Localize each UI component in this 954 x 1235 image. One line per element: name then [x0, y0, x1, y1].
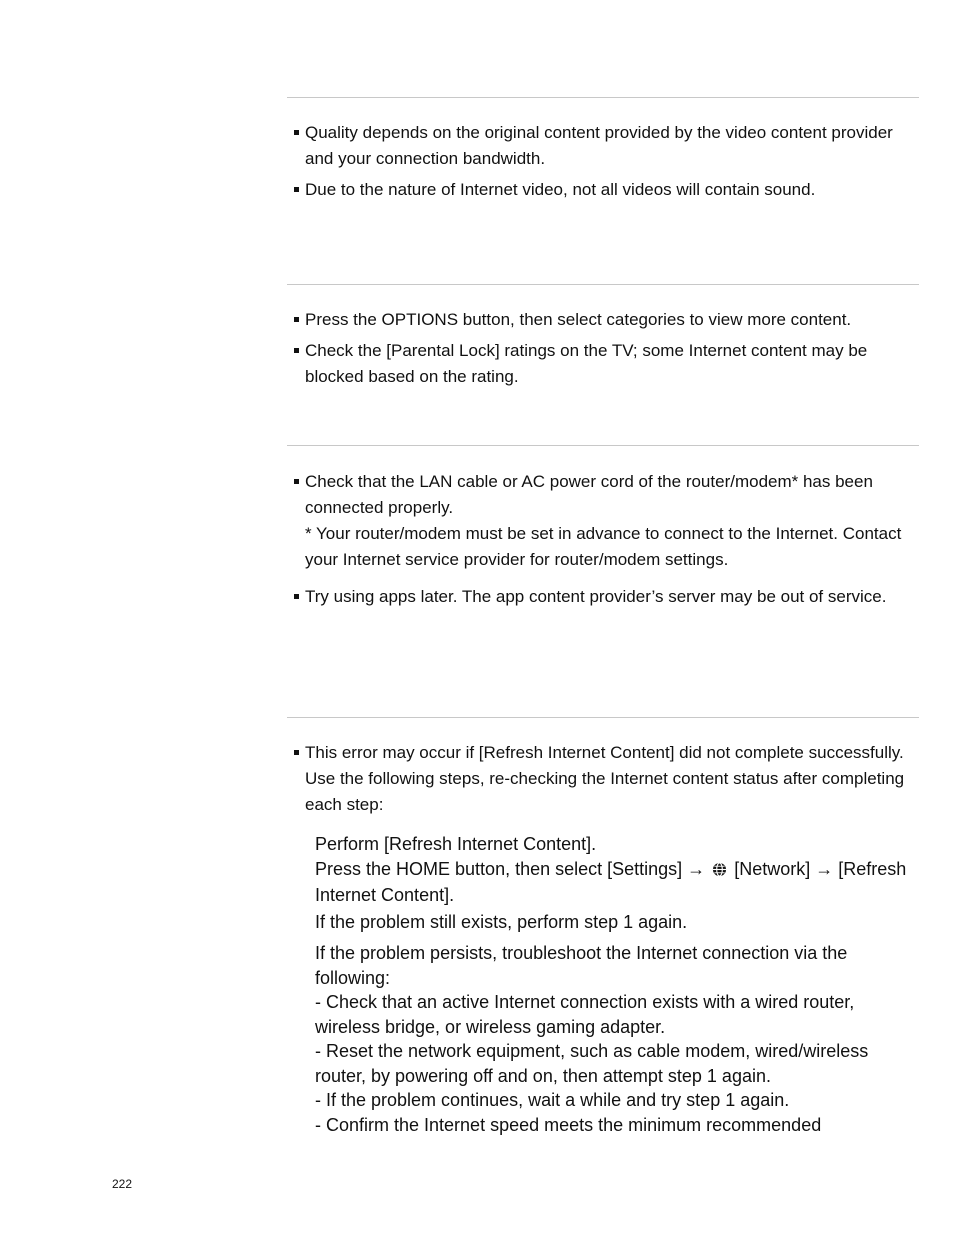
bullet-text: This error may occur if [Refresh Internet Content] did not complete successfully. Use the following steps, re-checking the Internet content status after completing each step: — [305, 743, 905, 814]
step-1-title: Perform [Refresh Internet Content]. — [315, 834, 597, 854]
step-1-path-end: [Network] → [Refresh Internet Content]. — [315, 858, 907, 905]
bullet-options — [294, 307, 919, 333]
router-note: * Your router/modem must be set in advance to connect to the Internet. Contact your Internet service provider for router/modem settings. — [305, 524, 902, 569]
step-2-text: If the problem still exists, perform step 1 again. — [315, 912, 688, 932]
step-3-item: - Confirm the Internet speed meets the minimum recommended — [315, 1114, 822, 1135]
step-2 — [315, 910, 919, 935]
bullet-try-later — [294, 584, 919, 610]
bullet-text: Check that the LAN cable or AC power cord of the router/modem* has been connected properly. — [305, 472, 873, 517]
bullet-text: Due to the nature of Internet video, not all videos will contain sound. — [305, 180, 816, 199]
bullet-icon — [294, 750, 299, 755]
bullet-text: Press the OPTIONS button, then select categories to view more content. — [305, 310, 852, 329]
bullet-refresh-error — [294, 740, 919, 818]
bullet-text: Quality depends on the original content provided by the video content provider and your connection bandwidth. — [305, 123, 893, 168]
step-3 — [315, 941, 919, 1137]
step-1-path — [315, 857, 919, 908]
globe-icon — [712, 859, 727, 884]
step-3-intro: If the problem persists, troubleshoot the Internet connection via the following: — [315, 943, 848, 988]
bullet-sound — [294, 177, 919, 203]
step-1 — [315, 832, 919, 908]
bullet-icon — [294, 187, 299, 192]
bullet-icon — [294, 348, 299, 353]
section-divider-1 — [287, 97, 919, 98]
section-divider-3 — [287, 445, 919, 446]
bullet-quality — [294, 120, 919, 172]
bullet-icon — [294, 594, 299, 599]
bullet-text: Try using apps later. The app content provider’s server may be out of service. — [305, 587, 887, 606]
bullet-parental-lock — [294, 338, 919, 390]
bullet-lan-cable — [294, 469, 919, 573]
page-number: 222 — [112, 1177, 133, 1191]
bullet-icon — [294, 130, 299, 135]
bullet-text: Check the [Parental Lock] ratings on the TV; some Internet content may be blocked based on the rating. — [305, 341, 868, 386]
step-3-item: - Reset the network equipment, such as cable modem, wired/wireless router, by powering off and on, then attempt step 1 again. — [315, 1041, 869, 1086]
section-divider-2 — [287, 284, 919, 285]
step-3-item: - If the problem continues, wait a while and try step 1 again. — [315, 1090, 790, 1110]
bullet-icon — [294, 479, 299, 484]
step-3-item: - Check that an active Internet connection exists with a wired router, wireless bridge, or wireless gaming adapter. — [315, 992, 855, 1037]
step-1-path-start: Press the HOME button, then select [Settings] → — [315, 858, 706, 879]
bullet-icon — [294, 317, 299, 322]
section-divider-4 — [287, 717, 919, 718]
